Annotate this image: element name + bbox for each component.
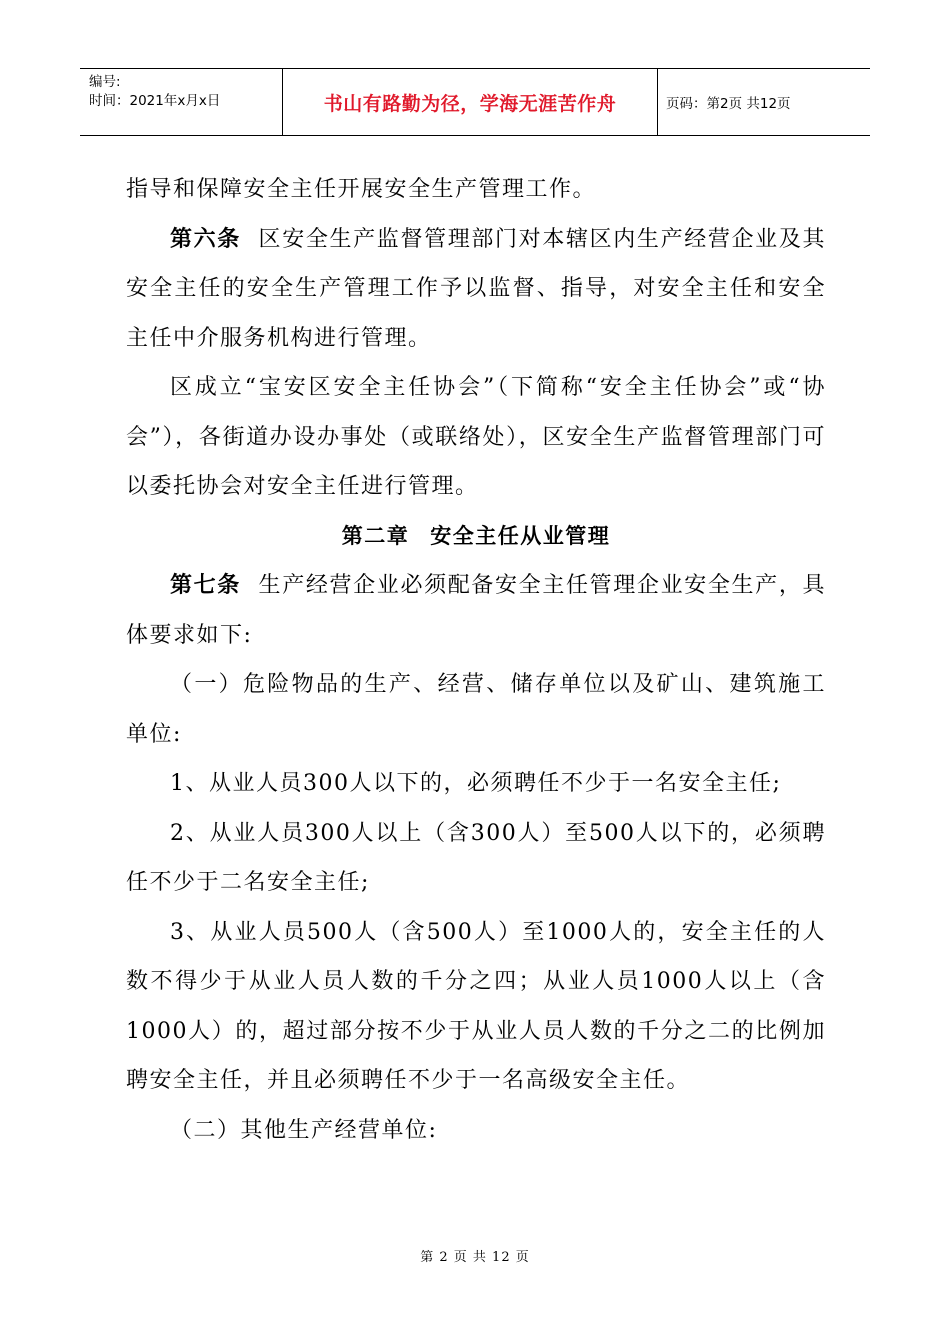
document-body [126, 165, 826, 1155]
paragraph: （二）其他生产经营单位: [170, 1117, 438, 1143]
article-label: 第六条 [170, 226, 241, 252]
page-header [80, 68, 870, 136]
article-7 [126, 561, 826, 660]
page-footer: 第 2 页 共 12 页 [420, 1250, 530, 1265]
doc-time-label: 时间：2021年x月x日 [89, 93, 221, 109]
paragraph: 2、从业人员300人以上（含300人）至500人以下的，必须聘任不少于二名安全主任; [126, 820, 826, 895]
chapter-heading [126, 512, 826, 562]
article-label: 第七条 [170, 573, 241, 598]
paragraph: 1、从业人员300人以下的，必须聘任不少于一名安全主任; [170, 771, 782, 796]
paragraph: 指导和保障安全主任开展安全生产管理工作。 [126, 177, 597, 202]
chapter-title: 安全主任从业管理 [430, 523, 611, 548]
paragraph: 区成立“宝安区安全主任协会”（下简称“安全主任协会”或“协会”），各街道办设办事处（或联络处），区安全生产监督管理部门可以委托协会对安全主任进行管理。 [126, 375, 826, 499]
article-text: 生产经营企业必须配备安全主任管理企业安全生产，具体要求如下: [126, 573, 826, 648]
article-text: 区安全生产监督管理部门对本辖区内生产经营企业及其安全主任的安全生产管理工作予以监督、指导，对安全主任和安全主任中介服务机构进行管理。 [126, 226, 826, 351]
header-page-number: 页码：第2页 共12页 [666, 96, 791, 112]
header-motto: 书山有路勤为径，学海无涯苦作舟 [283, 69, 658, 135]
header-meta [80, 69, 283, 135]
chapter-number: 第二章 [341, 523, 410, 548]
doc-number-label: 编号: [89, 74, 121, 90]
paragraph: 3、从业人员500人（含500人）至1000人的，安全主任的人数不得少于从业人员人数的千分之四；从业人员1000人以上（含1000人）的，超过部分按不少于从业人员人数的千分之二的比例加聘安全主任，并且必须聘任不少于一名高级安全主任。 [126, 919, 826, 1093]
paragraph: （一）危险物品的生产、经营、储存单位以及矿山、建筑施工单位: [126, 672, 826, 747]
article-6 [126, 215, 826, 364]
